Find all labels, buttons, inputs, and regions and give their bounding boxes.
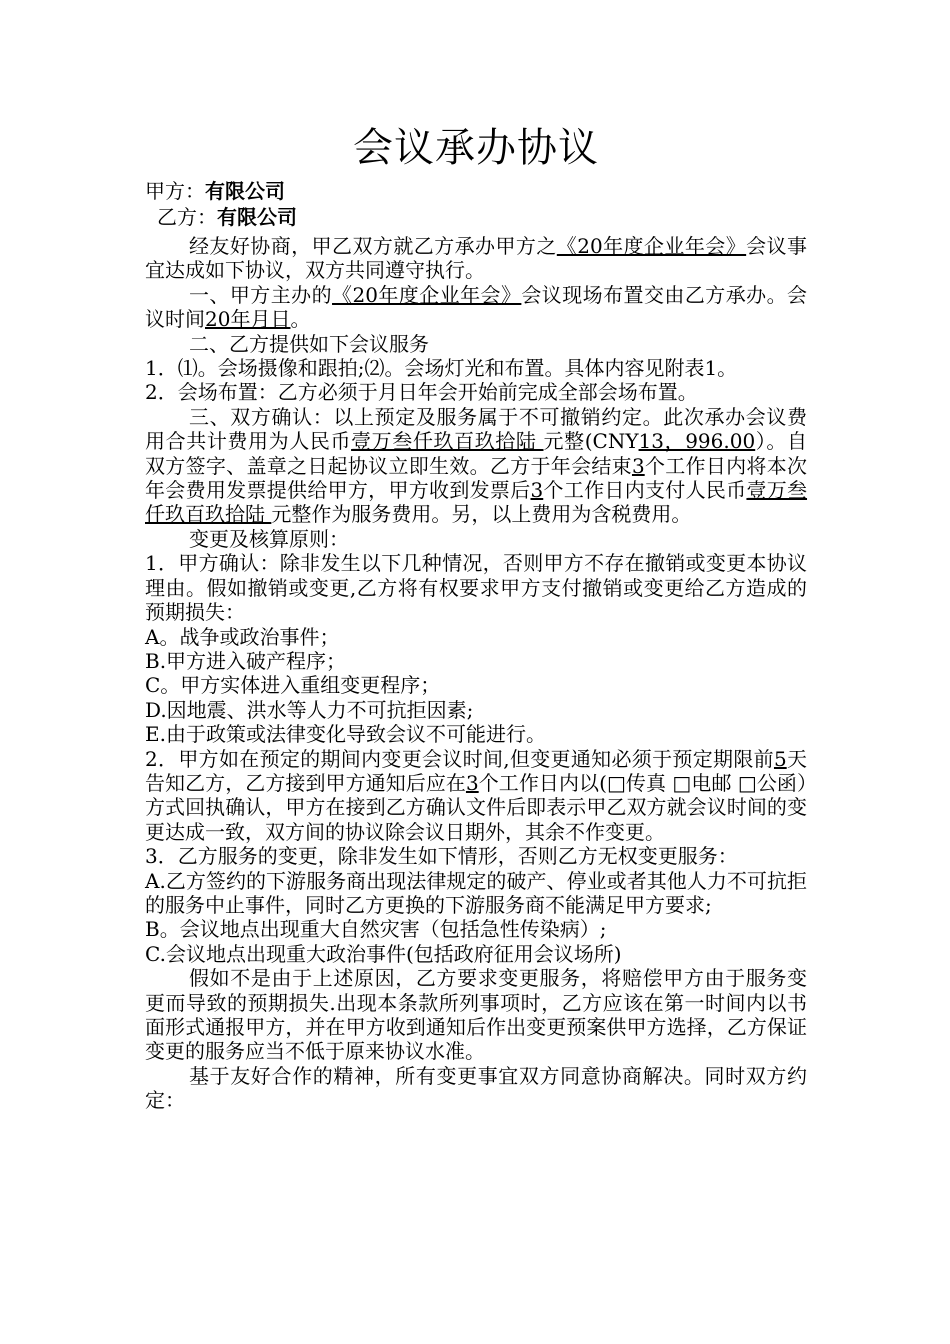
clause-two-heading: 二、乙方提供如下会议服务 xyxy=(189,331,429,356)
party-b-name: 有限公司 xyxy=(217,205,297,229)
event-name: 《20年度企业年会》 xyxy=(556,234,747,258)
text: 元整作为服务费用。另，以上费用为含税费用。 xyxy=(271,502,692,527)
change-item-3b: B。会议地点出现重大自然灾害（包括急性传染病）; xyxy=(145,917,607,942)
text: 个工作日内支付人民币 xyxy=(543,478,747,503)
party-b-line xyxy=(145,204,807,230)
amount-words: 壹万叁仟玖百玖拾陆 xyxy=(351,429,544,454)
compensation-paragraph: 假如不是由于上述原因，乙方要求变更服务，将赔偿甲方由于服务变更而导致的预期损失.出现本条款所列事项时，乙方应该在第一时间内以书面形式通报甲方，并在甲方收到通知后作出变更预案供甲方选择，乙方保证变更的服务应当不低于原来协议水准。 xyxy=(145,966,807,1064)
text: 2．甲方如在预定的期间内变更会议时间,但变更通知必须于预定期限前 xyxy=(145,746,774,771)
change-principles-heading: 变更及核算原则： xyxy=(189,526,349,551)
meeting-date: 20年月日 xyxy=(205,307,291,332)
party-b-label: 乙方： xyxy=(157,205,217,229)
change-item-1: 1．甲方确认：除非发生以下几种情况，否则甲方不存在撤销或变更本协议理由。假如撤销或变更,乙方将有权要求甲方支付撤销或变更给乙方造成的预期损失： xyxy=(145,551,807,625)
days-payment: 3 xyxy=(530,478,544,503)
service-item-2: 2．会场布置：乙方必须于月日年会开始前完成全部会场布置。 xyxy=(145,380,698,405)
text: 会议现场布置交由乙方承办。会议时间 xyxy=(145,282,807,332)
notice-days: 5 xyxy=(773,746,787,771)
event-name: 《20年度企业年会》 xyxy=(332,282,522,307)
text: 天告知乙方，乙方接到甲方通知后应在 xyxy=(145,746,807,795)
party-a-line xyxy=(145,178,807,204)
text: ）。自双方签字、盖章之日起协议立即生效。乙方于年会结束 xyxy=(145,429,808,478)
change-item-3c: C.会议地点出现重大政治事件(包括政府征用会议场所) xyxy=(145,941,622,966)
service-item-1: 1．⑴。会场摄像和跟拍;⑵。会场灯光和布置。具体内容见附表1。 xyxy=(145,356,738,381)
closing-paragraph: 基于友好合作的精神，所有变更事宜双方同意协商解决。同时双方约定： xyxy=(145,1063,807,1113)
change-item-1e: E.由于政策或法律变化导致会议不可能进行。 xyxy=(145,722,546,747)
text: 元整(CNY xyxy=(543,429,639,454)
change-item-3a: A.乙方签约的下游服务商出现法律规定的破产、停业或者其他人力不可抗拒的服务中止事件，同时乙方更换的下游服务商不能满足甲方要求; xyxy=(145,868,807,917)
text: 一、甲方主办的 xyxy=(189,282,333,307)
confirm-days: 3 xyxy=(465,770,479,795)
amount-number: 13，996.00 xyxy=(638,429,756,454)
amount-words: 壹万叁仟玖百玖拾陆 xyxy=(145,478,808,527)
text: 三、双方确认：以上预定及服务属于不可撤销约定。此次承办会议费用合共计费用为人民币 xyxy=(145,404,807,454)
text: 。 xyxy=(290,307,311,332)
text: 经友好协商，甲乙双方就乙方承办甲方之 xyxy=(189,234,557,258)
change-item-1d: D.因地震、洪水等人力不可抗拒因素; xyxy=(145,697,474,722)
document-page xyxy=(145,118,807,1113)
change-item-1a: A。战争或政治事件； xyxy=(145,624,340,649)
days-invoice: 3 xyxy=(631,453,645,478)
change-item-1c: C。甲方实体进入重组变更程序； xyxy=(145,673,441,698)
text: 个工作日内以(□传真 □电邮 □公函）方式回执确认，甲方在接到乙方确认文件后即表示甲乙双方就会议时间的变更达成一致，双方间的协议除会议日期外，其余不作变更。 xyxy=(145,770,807,844)
paragraph-intro xyxy=(145,234,807,283)
party-a-label: 甲方： xyxy=(145,179,205,203)
change-item-3: 3．乙方服务的变更，除非发生如下情形，否则乙方无权变更服务： xyxy=(145,844,738,869)
party-a-name: 有限公司 xyxy=(205,179,285,203)
text: 个工作日内将本次年会费用发票提供给甲方，甲方收到发票后 xyxy=(145,453,808,503)
clause-one xyxy=(145,283,807,332)
change-item-1b: B.甲方进入破产程序； xyxy=(145,648,347,673)
clause-three xyxy=(145,405,807,527)
change-item-2 xyxy=(145,747,807,845)
text: 会议事宜达成如下协议，双方共同遵守执行。 xyxy=(145,234,808,283)
document-title: 会议承办协议 xyxy=(353,125,599,171)
